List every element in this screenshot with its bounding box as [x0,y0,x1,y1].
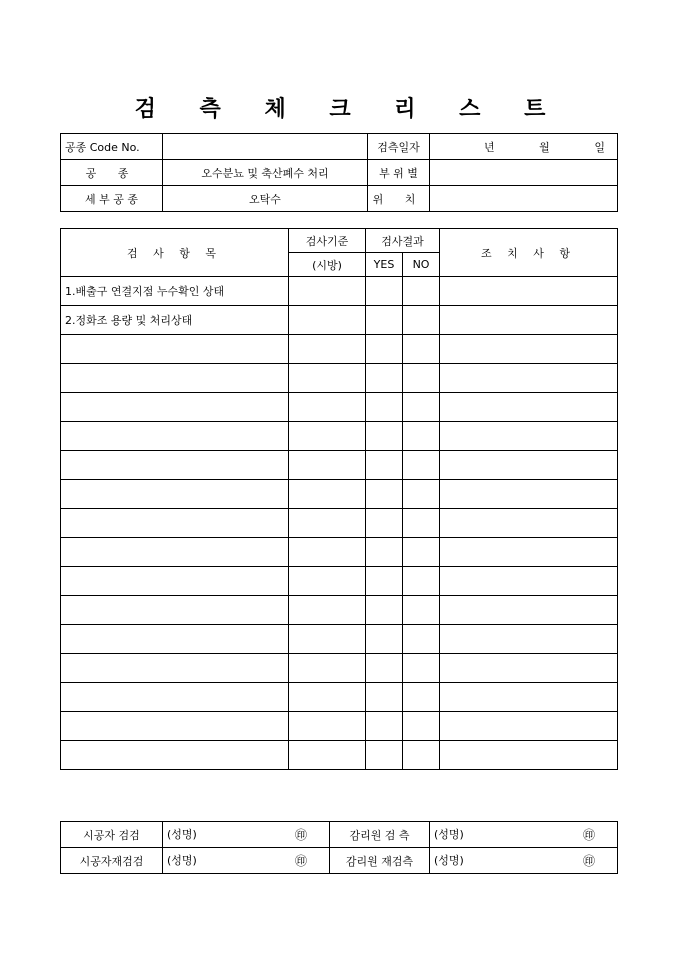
work-type-value[interactable]: 오수분뇨 및 축산폐수 처리 [163,160,368,186]
header-row-work-type [61,160,618,186]
date-month: 월 [539,140,550,154]
action-cell[interactable] [440,509,618,538]
yes-cell[interactable] [366,654,403,683]
table-row [61,480,618,509]
supervisor-check-label: 감리원 검 측 [330,822,430,848]
action-cell[interactable] [440,712,618,741]
criteria-cell[interactable] [289,625,366,654]
criteria-cell[interactable] [289,567,366,596]
criteria-cell[interactable] [289,712,366,741]
criteria-cell[interactable] [289,277,366,306]
yes-cell[interactable] [366,567,403,596]
no-cell[interactable] [403,364,440,393]
yes-cell[interactable] [366,422,403,451]
yes-cell[interactable] [366,335,403,364]
header-row-detail [61,186,618,212]
item-cell [61,451,289,480]
no-cell[interactable] [403,712,440,741]
item-cell: 2.정화조 용량 및 처리상태 [61,306,289,335]
section-value[interactable] [430,160,618,186]
action-cell[interactable] [440,567,618,596]
inspection-rows [61,277,618,770]
criteria-cell[interactable] [289,393,366,422]
seal-icon: ㊞ [582,854,595,868]
col-item-header: 검 사 항 목 [61,229,289,277]
table-row [61,277,618,306]
supervisor-check-name[interactable] [430,822,618,848]
item-cell: 1.배출구 연결지점 누수확인 상태 [61,277,289,306]
yes-cell[interactable] [366,683,403,712]
yes-cell[interactable] [366,364,403,393]
location-label: 위 치 [368,186,430,212]
action-cell[interactable] [440,538,618,567]
criteria-cell[interactable] [289,596,366,625]
table-row [61,567,618,596]
action-cell[interactable] [440,596,618,625]
inspection-table [60,228,618,770]
action-cell[interactable] [440,451,618,480]
criteria-cell[interactable] [289,538,366,567]
table-row [61,712,618,741]
yes-cell[interactable] [366,625,403,654]
item-cell [61,422,289,451]
action-cell[interactable] [440,422,618,451]
no-cell[interactable] [403,451,440,480]
yes-cell[interactable] [366,741,403,770]
action-cell[interactable] [440,741,618,770]
contractor-check-label: 시공자 검검 [61,822,163,848]
action-cell[interactable] [440,393,618,422]
header-table [60,133,618,212]
date-day: 일 [594,140,605,154]
table-row [61,335,618,364]
no-cell[interactable] [403,306,440,335]
item-cell [61,538,289,567]
action-cell[interactable] [440,335,618,364]
table-row [61,654,618,683]
code-label: 공종 Code No. [61,134,163,160]
no-cell[interactable] [403,422,440,451]
criteria-cell[interactable] [289,741,366,770]
criteria-cell[interactable] [289,480,366,509]
no-cell[interactable] [403,625,440,654]
detail-label: 세 부 공 종 [61,186,163,212]
name-placeholder: (성명) [167,828,197,841]
item-cell [61,509,289,538]
yes-cell[interactable] [366,393,403,422]
section-label: 부 위 별 [368,160,430,186]
no-cell[interactable] [403,654,440,683]
no-cell[interactable] [403,480,440,509]
yes-cell[interactable] [366,712,403,741]
item-cell [61,654,289,683]
date-year: 년 [484,140,495,154]
criteria-cell[interactable] [289,306,366,335]
item-cell [61,335,289,364]
criteria-cell[interactable] [289,364,366,393]
contractor-recheck-label: 시공자재검검 [61,848,163,874]
name-placeholder: (성명) [434,828,464,841]
yes-cell[interactable] [366,480,403,509]
page-title: 검 측 체 크 리 스 트 [134,96,564,122]
code-value[interactable] [163,134,368,160]
detail-value[interactable]: 오탁수 [163,186,368,212]
yes-cell[interactable] [366,277,403,306]
name-placeholder: (성명) [434,854,464,867]
inspection-header-row [61,229,618,253]
item-cell [61,364,289,393]
action-cell[interactable] [440,480,618,509]
yes-cell[interactable] [366,451,403,480]
item-cell [61,683,289,712]
supervisor-recheck-name[interactable] [430,848,618,874]
yes-cell[interactable] [366,509,403,538]
no-cell[interactable] [403,741,440,770]
action-cell[interactable] [440,654,618,683]
location-value[interactable] [430,186,618,212]
item-cell [61,393,289,422]
action-cell[interactable] [440,625,618,654]
signature-row-2 [61,848,618,874]
action-cell[interactable] [440,683,618,712]
no-cell[interactable] [403,567,440,596]
criteria-cell[interactable] [289,335,366,364]
no-cell[interactable] [403,596,440,625]
criteria-cell[interactable] [289,654,366,683]
item-cell [61,596,289,625]
header-row-code [61,134,618,160]
table-row [61,451,618,480]
signature-table [60,821,618,874]
yes-cell[interactable] [366,306,403,335]
criteria-cell[interactable] [289,683,366,712]
seal-icon: ㊞ [294,828,307,842]
yes-cell[interactable] [366,596,403,625]
signature-row-1 [61,822,618,848]
no-cell[interactable] [403,277,440,306]
no-cell[interactable] [403,393,440,422]
criteria-cell[interactable] [289,509,366,538]
criteria-cell[interactable] [289,422,366,451]
table-row [61,538,618,567]
table-row [61,422,618,451]
col-criteria-header: 검사기준 [289,229,366,253]
item-cell [61,480,289,509]
contractor-check-name[interactable] [163,822,330,848]
table-row [61,364,618,393]
yes-cell[interactable] [366,538,403,567]
table-row [61,306,618,335]
no-cell[interactable] [403,335,440,364]
table-row [61,741,618,770]
work-type-label: 공 종 [61,160,163,186]
action-cell[interactable] [440,277,618,306]
no-cell[interactable] [403,538,440,567]
item-cell [61,741,289,770]
col-result-header: 검사결과 [366,229,440,253]
table-row [61,596,618,625]
date-value[interactable] [430,134,618,160]
name-placeholder: (성명) [167,854,197,867]
contractor-recheck-name[interactable] [163,848,330,874]
supervisor-recheck-label: 감리원 재검측 [330,848,430,874]
item-cell [61,567,289,596]
seal-icon: ㊞ [582,828,595,842]
no-cell[interactable] [403,683,440,712]
col-no-header: NO [403,253,440,277]
table-row [61,509,618,538]
date-label: 검측일자 [368,134,430,160]
col-criteria-subheader: (시방) [289,253,366,277]
col-yes-header: YES [366,253,403,277]
table-row [61,393,618,422]
item-cell [61,625,289,654]
no-cell[interactable] [403,509,440,538]
action-cell[interactable] [440,364,618,393]
criteria-cell[interactable] [289,451,366,480]
table-row [61,625,618,654]
seal-icon: ㊞ [294,854,307,868]
col-action-header: 조 치 사 항 [440,229,618,277]
table-row [61,683,618,712]
item-cell [61,712,289,741]
action-cell[interactable] [440,306,618,335]
